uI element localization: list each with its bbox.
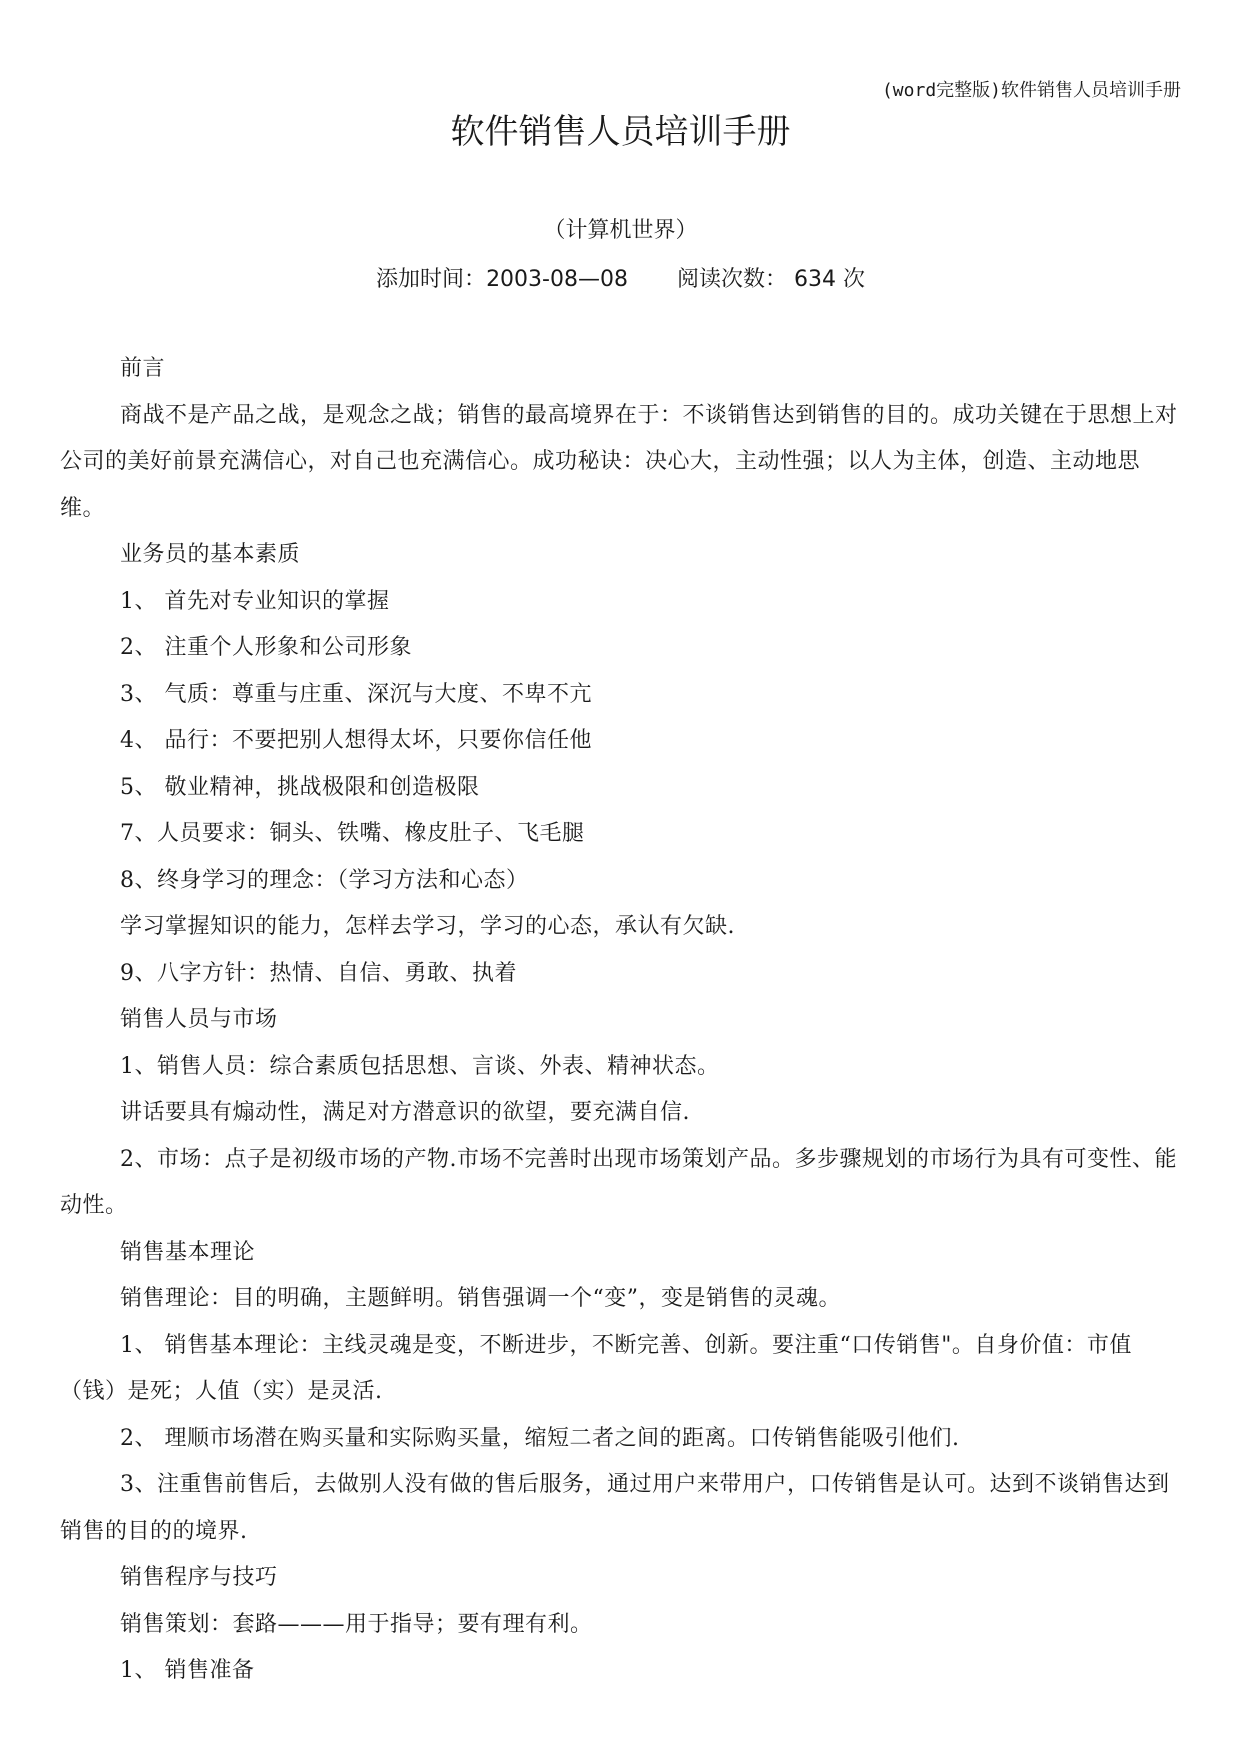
paragraph: 商战不是产品之战，是观念之战；销售的最高境界在于：不谈销售达到销售的目的。成功关键在于思想上对公司的美好前景充满信心，对自己也充满信心。成功秘诀：决心大，主动性强；以人为主体，创造、主动地思维。 [60,402,1178,521]
paragraph: 4、 品行：不要把别人想得太坏，只要你信任他 [120,728,592,753]
meta-line [0,262,1241,293]
paragraph: 1、 销售准备 [120,1658,255,1683]
added-value: 2003-08—08 [486,267,628,292]
paragraph: 3、 气质：尊重与庄重、深沉与大度、不卑不亢 [120,681,592,707]
paragraph: 销售策划：套路———用于指导；要有理有利。 [120,1611,593,1637]
paragraph: 业务员的基本素质 [120,542,301,567]
added-label: 添加时间： [376,267,487,292]
paragraph: 销售基本理论 [120,1239,256,1265]
paragraph: 销售程序与技巧 [120,1565,278,1590]
source-line: （计算机世界） [543,218,698,243]
document-title: 软件销售人员培训手册 [450,112,791,152]
paragraph: 1、 首先对专业知识的掌握 [120,588,390,614]
paragraph: 1、 销售基本理论：主线灵魂是变，不断进步，不断完善、创新。要注重“口传销售"。自身价值：市值（钱）是死；人值（实）是灵活. [60,1332,1132,1404]
paragraph: 前言 [120,356,166,381]
reads-value: 634 次 [793,267,865,292]
paragraph: 7、人员要求：铜头、铁嘴、橡皮肚子、飞毛腿 [120,821,585,846]
paragraph: 销售理论：目的明确，主题鲜明。销售强调一个“变”，变是销售的灵魂。 [120,1286,841,1311]
paragraph: 8、终身学习的理念：（学习方法和心态） [120,867,529,893]
paragraph: 2、 理顺市场潜在购买量和实际购买量，缩短二者之间的距离。口传销售能吸引他们. [120,1425,960,1451]
document-body [60,346,1180,1695]
paragraph: 学习掌握知识的能力，怎样去学习，学习的心态，承认有欠缺. [120,914,735,939]
paragraph: 2、市场：点子是初级市场的产物.市场不完善时出现市场策划产品。多步骤规划的市场行为具有可变性、能动性。 [60,1146,1177,1218]
paragraph: 1、销售人员：综合素质包括思想、言谈、外表、精神状态。 [120,1053,720,1079]
paragraph: 讲话要具有煽动性，满足对方潜意识的欲望，要充满自信. [120,1100,690,1125]
reads-label: 阅读次数： [676,267,787,292]
paragraph: 2、 注重个人形象和公司形象 [120,635,412,660]
running-header: (word完整版)软件销售人员培训手册 [881,80,1181,101]
paragraph: 9、八字方针：热情、自信、勇敢、执着 [120,960,517,986]
paragraph: 3、注重售前售后，去做别人没有做的售后服务，通过用户来带用户，口传销售是认可。达到不谈销售达到销售的目的的境界. [60,1472,1170,1544]
paragraph: 5、 敬业精神，挑战极限和创造极限 [120,774,480,800]
paragraph: 销售人员与市场 [120,1007,278,1032]
